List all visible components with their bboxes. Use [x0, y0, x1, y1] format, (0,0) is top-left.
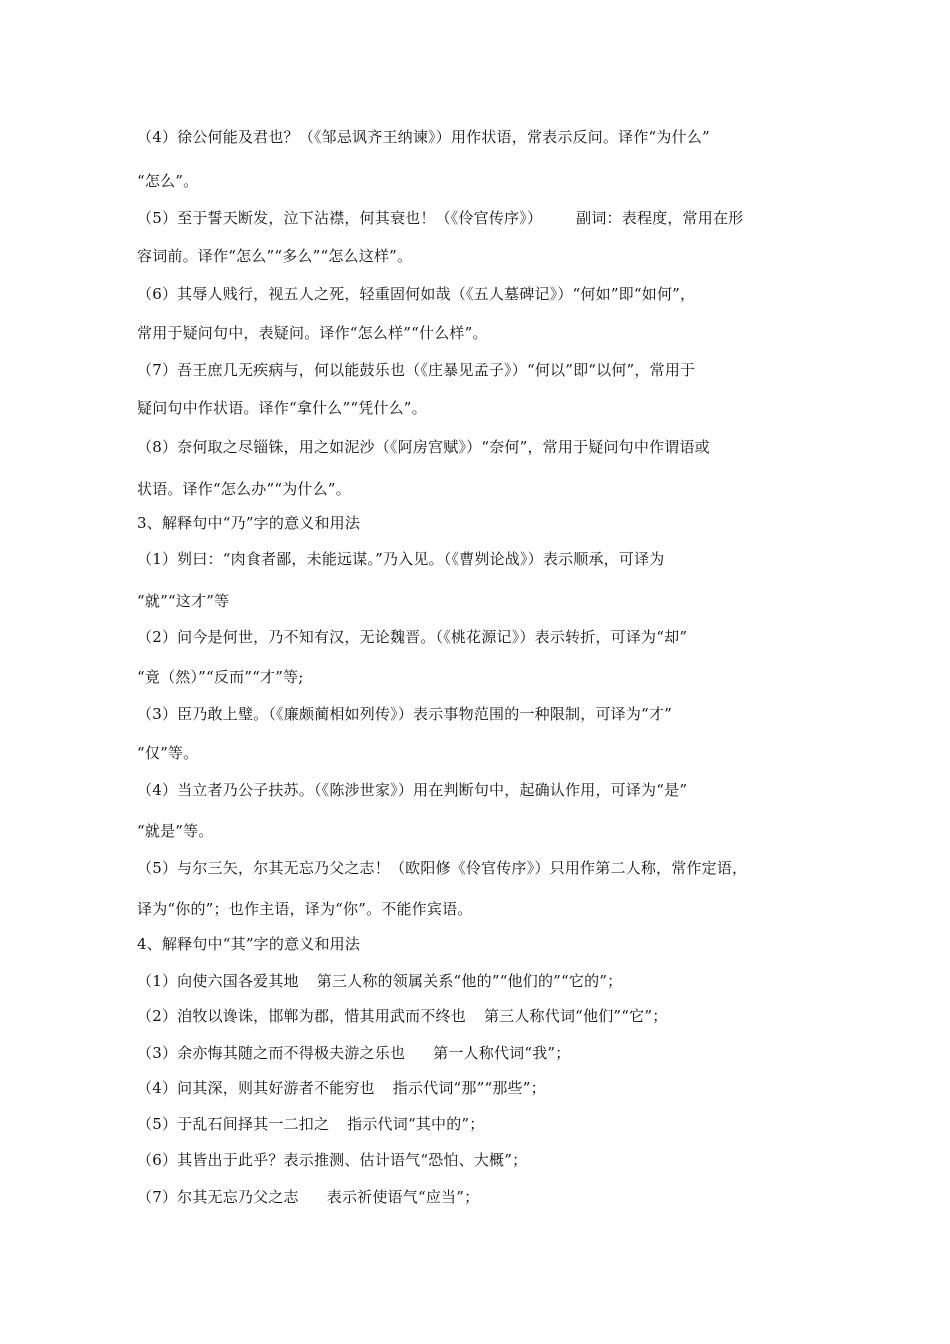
- section-heading: 3、解释句中“乃”字的意义和用法: [137, 514, 361, 532]
- text-line: （2）问今是何世，乃不知有汉，无论魏晋。（《桃花源记》）表示转折，可译为“却”: [137, 628, 688, 646]
- text-line: 容词前。译作“怎么”“多么”“怎么这样”。: [137, 247, 413, 265]
- text-line: （1）刿曰：“肉食者鄙，未能远谋。”乃入见。（《曹刿论战》）表示顺承，可译为: [137, 550, 665, 568]
- text-segment: （1）向使六国各爱其地: [137, 972, 299, 990]
- text-line: [137, 1005, 667, 1026]
- section-heading: 4、解释句中“其”字的意义和用法: [137, 935, 361, 953]
- text-line: （8）奈何取之尽锱铢，用之如泥沙（《阿房宫赋》）“奈何”，常用于疑问句中作谓语或: [137, 438, 710, 456]
- text-segment: 第三人称代词“他们”“它”；: [483, 1007, 668, 1025]
- text-line: （4）当立者乃公子扶苏。（《陈涉世家》）用在判断句中，起确认作用，可译为“是”: [137, 781, 688, 799]
- text-segment: （3）余亦悔其随之而不得极夫游之乐也: [137, 1044, 406, 1062]
- text-segment: 副词：表程度，常用在形: [576, 209, 744, 227]
- text-line: “仅”等。: [137, 744, 199, 762]
- text-line: （7）吾王庶几无疾病与，何以能鼓乐也（《庄暴见孟子》）“何以”即“以何”，常用于: [137, 361, 696, 379]
- text-line: （5）与尔三矢，尔其无忘乃父之志！（欧阳修《伶官传序》）只用作第二人称，常作定语，: [137, 859, 748, 877]
- text-segment: （2）洎牧以谗诛，邯郸为郡，惜其用武而不终也: [137, 1007, 466, 1025]
- text-line: [137, 1042, 571, 1063]
- text-line: 疑问句中作状语。译作“拿什么”“凭什么”。: [137, 399, 427, 417]
- text-segment: 表示祈使语气“应当”；: [326, 1188, 480, 1206]
- text-line: 常用于疑问句中，表疑问。译作“怎么样”“什么样”。: [137, 324, 488, 342]
- text-line: “怎么”。: [137, 172, 199, 190]
- text-line: [137, 1113, 485, 1134]
- text-segment: 第一人称代词“我”；: [433, 1044, 571, 1062]
- text-line: “就”“这才”等: [137, 592, 230, 610]
- text-line: [137, 970, 622, 991]
- text-line: “就是”等。: [137, 822, 214, 840]
- text-line: [137, 1077, 546, 1098]
- text-line: [137, 207, 743, 228]
- text-line: （6）其皆出于此乎？表示推测、估计语气“恐怕、大概”；: [137, 1151, 528, 1169]
- text-line: （6）其辱人贱行，视五人之死，轻重固何如哉（《五人墓碑记》）“何如”即“如何”，: [137, 285, 696, 303]
- text-line: 状语。译作“怎么办”“为什么”。: [137, 480, 351, 498]
- text-segment: 指示代词“其中的”；: [347, 1115, 485, 1133]
- text-segment: （4）问其深，则其好游者不能穷也: [137, 1079, 375, 1097]
- text-segment: 第三人称的领属关系“他的”“他们的”“它的”；: [316, 972, 623, 990]
- text-line: “竟（然）”“反而”“才”等;: [137, 668, 304, 686]
- text-segment: 指示代词“那”“那些”；: [392, 1079, 546, 1097]
- text-segment: （7）尔其无忘乃父之志: [137, 1188, 299, 1206]
- text-line: （4）徐公何能及君也？（《邹忌讽齐王纳谏》）用作状语，常表示反问。译作“为什么”: [137, 128, 710, 146]
- text-line: [137, 1186, 479, 1207]
- text-segment: （5）于乱石间择其一二扣之: [137, 1115, 330, 1133]
- text-segment: （5）至于誓天断发，泣下沾襟，何其衰也！（《伶官传序》）: [137, 209, 543, 227]
- text-line: （3）臣乃敢上璧。（《廉颇蔺相如列传》）表示事物范围的一种限制，可译为“才”: [137, 705, 672, 723]
- text-line: 译为“你的”；也作主语，译为“你”。不能作宾语。: [137, 900, 473, 918]
